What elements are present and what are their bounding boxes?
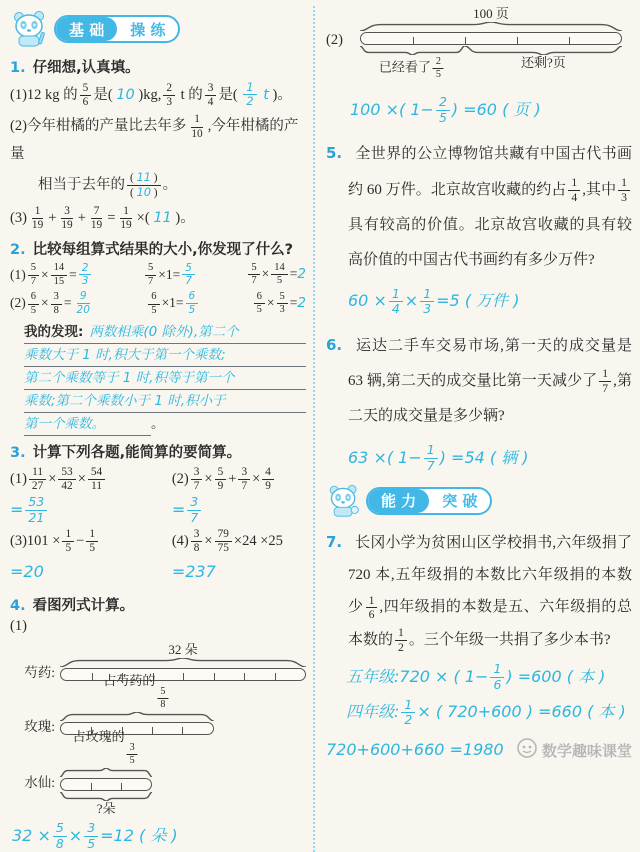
bar-caption-narcissus: 占玫瑰的 $\frac{3}{5}$ xyxy=(73,730,140,767)
question-7 xyxy=(326,526,632,656)
question-5-number: 5. xyxy=(326,144,343,163)
q7-answer-grade5: 五年级:720 × ( 1− $\frac{1}{6}$ ) =600 ( 本 ) xyxy=(346,661,606,692)
under-brace-read xyxy=(360,46,465,55)
printed-period: 。 xyxy=(151,416,165,432)
q7-answer-grade4: 四年级: $\frac{1}{2}$ × ( 720+600 ) =660 ( 本 ) xyxy=(346,696,626,728)
question-2-number: 2. xyxy=(10,241,26,258)
q2-row-2 xyxy=(10,290,306,317)
q4-part-label: (1) xyxy=(10,618,27,635)
over-brace xyxy=(60,712,214,721)
right-column xyxy=(318,6,634,852)
under-brace-left xyxy=(465,46,622,55)
question-3-title: 3. 计算下列各题,能简算的要简算。 xyxy=(10,445,242,462)
panda-mascot-icon xyxy=(326,484,362,518)
q4-bar-diagram xyxy=(10,641,306,817)
question-7-number: 7. xyxy=(326,532,343,551)
discovery-line: 第一个乘数。 。 xyxy=(24,413,306,436)
discovery-line: 我的发现: 两数相乘(0 除外),第二个 xyxy=(24,321,306,344)
q1-line-1: (1)12 kg 的 $\frac{5}{6}$ 是( 10 )kg, $\frac{2}{3}$ t 的 $\frac{3}{4}$ 是( $\frac{1}{2}$ t )。 xyxy=(10,81,292,109)
q2-expr: $\frac{6}{5}$ ×1= $\frac{6}{5}$ xyxy=(146,290,200,317)
badge-solid-label: 基 础 xyxy=(56,17,117,41)
question-1-title: 1. 仔细想,认真填。 xyxy=(10,60,140,76)
watermark-logo-icon xyxy=(516,737,538,763)
q2-expr: $\frac{6}{5}$ × $\frac{5}{3}$ =2 xyxy=(252,291,306,317)
q2-row-1 xyxy=(10,262,306,289)
part2-answer: 100 ×( 1− $\frac{2}{5}$ ) =60 ( 页 ) xyxy=(350,94,541,125)
basic-practice-badge xyxy=(54,15,180,43)
over-brace xyxy=(360,22,622,31)
panda-mascot-icon xyxy=(10,10,50,48)
q2-expr: (1) $\frac{5}{7}$ × $\frac{14}{15}$ = $\frac{2}{3}$ xyxy=(10,262,93,289)
q6-answer: 63 ×( 1− $\frac{1}{7}$ ) =54 ( 辆 ) xyxy=(348,441,529,473)
question-5-text: 全世界的公立博物馆共藏有中国古代书画约 60 万件。北京故宫收藏的约占 $\frac{1}{4}$ ,其中 $\frac{1}{3}$ 具有较高的价值。北京故宫收藏的具有较高价值的中国古代书画约有多少万件? xyxy=(348,146,632,269)
discovery-label: 我的发现: xyxy=(24,324,84,341)
q3-expr-1: (1) $\frac{11}{27}$ × $\frac{53}{42}$ × $\frac{54}{11}$ xyxy=(10,465,170,494)
q2-expr: $\frac{5}{7}$ ×1= $\frac{5}{7}$ xyxy=(143,262,197,289)
q2-expr: (2) $\frac{6}{5}$ × $\frac{3}{8}$ = $\frac{9}{20}$ xyxy=(10,290,90,316)
q3-answer-1: = $\frac{53}{21}$ xyxy=(10,494,170,527)
ability-breakthrough-badge xyxy=(366,487,492,515)
q1-line-3: (3) $\frac{1}{19}$ + $\frac{3}{19}$ + $\frac{7}{19}$ = $\frac{1}{19}$ ×( 11 )。 xyxy=(10,204,195,232)
badge-outline-label: 操 练 xyxy=(130,20,166,39)
question-4-title: 4. 看图列式计算。 xyxy=(10,598,135,615)
discovery-block xyxy=(24,321,306,436)
question-6 xyxy=(326,328,632,435)
bar-label-rose: 玫瑰: xyxy=(24,719,55,735)
question-6-text: 运达二手车交易市场,第一天的成交量是 63 辆,第二天的成交量比第一天减少了 $\frac{1}{7}$ ,第二天的成交量是多少辆? xyxy=(348,337,632,425)
bar-row-narcissus xyxy=(10,728,306,817)
over-brace xyxy=(60,768,152,777)
pages-total-caption: 100 页 xyxy=(473,5,509,21)
bar-caption-rose: 占芍药的 $\frac{5}{8}$ xyxy=(103,674,170,711)
q1-line-2a: (2)今年柑橘的产量比去年多 $\frac{1}{10}$ ,今年柑橘的产量 xyxy=(10,113,299,163)
q3-answer-2: = $\frac{3}{7}$ xyxy=(172,494,308,527)
watermark xyxy=(516,737,632,763)
final-row xyxy=(326,735,632,766)
q3-expr-2: (2) $\frac{3}{7}$ × $\frac{5}{9}$ + $\frac{3}{7}$ × $\frac{4}{9}$ xyxy=(172,465,308,494)
question-6-number: 6. xyxy=(326,335,343,354)
q3-answer-4: =237 xyxy=(171,562,216,582)
q4-part2-diagram xyxy=(326,5,632,80)
bar-narcissus xyxy=(60,778,152,791)
q7-answer-total: 720+600+660 =1980 xyxy=(326,739,504,759)
q4-answer: 32 × $\frac{5}{8}$ × $\frac{3}{5}$ =12 ( 朵 ) xyxy=(12,820,178,852)
question-7-text: 长冈小学为贫困山区学校捐书,六年级捐了 720 本,五年级捐的本数比六年级捐的本数少 $\frac{1}{6}$ ,四年级捐的本数是五、六年级捐的总本数的 $\frac{1}{2}$ 。三个年级一共捐了多少本书? xyxy=(348,534,632,654)
bar-label-narcissus: 水仙: xyxy=(24,775,55,791)
column-divider xyxy=(313,6,315,852)
question-4-number: 4. xyxy=(10,598,26,615)
q4-part2-label: (2) xyxy=(326,32,343,48)
bar-bottom-caption: ?朵 xyxy=(96,801,116,817)
q2-expr: $\frac{5}{7}$ × $\frac{14}{5}$ =2 xyxy=(246,262,306,288)
pages-read-caption: 已经看了 $\frac{2}{5}$ xyxy=(379,56,446,81)
bar-label-peony: 芍药: xyxy=(24,665,55,681)
under-brace xyxy=(60,792,152,801)
question-2-title: 2. 比较每组算式结果的大小,你发现了什么? xyxy=(10,241,294,258)
q1-line-2b: 相当于去年的 $\frac{( 11 )}{( 10 )}$ 。 xyxy=(38,171,178,200)
left-column xyxy=(8,6,310,852)
question-5 xyxy=(326,136,632,278)
q5-answer: 60 × $\frac{1}{4}$ × $\frac{1}{3}$ =5 ( 万件 ) xyxy=(348,285,520,317)
discovery-line: 第二个乘数等于 1 时,积等于第一个 xyxy=(24,367,306,390)
q3-answer-3: =20 xyxy=(10,562,44,582)
pages-bar xyxy=(360,32,622,45)
badge-solid-label: 能 力 xyxy=(368,489,429,513)
bar-peony xyxy=(60,668,306,681)
discovery-line: 乘数;第二个乘数小于 1 时,积小于 xyxy=(24,390,306,413)
section-header-basic xyxy=(10,10,306,48)
bar-caption-peony: 32 朵 xyxy=(168,641,198,657)
pages-left-caption: 还剩?页 xyxy=(521,55,566,70)
question-1-number: 1. xyxy=(10,60,26,76)
q3-expr-4: (4) $\frac{3}{8}$ × $\frac{79}{75}$ ×24 ×25 xyxy=(171,527,283,555)
bar-row-rose xyxy=(10,672,306,735)
q3-expr-3: (3)101 × $\frac{1}{5}$ − $\frac{1}{5}$ xyxy=(10,527,170,556)
discovery-line: 乘数大于 1 时,积大于第一个乘数; xyxy=(24,344,306,367)
q3-grid xyxy=(10,465,306,589)
over-brace xyxy=(60,658,306,667)
question-3-number: 3. xyxy=(10,445,26,462)
badge-outline-label: 突 破 xyxy=(442,492,478,511)
section-header-ability xyxy=(326,484,632,518)
watermark-text: 数学趣味课堂 xyxy=(541,741,632,760)
